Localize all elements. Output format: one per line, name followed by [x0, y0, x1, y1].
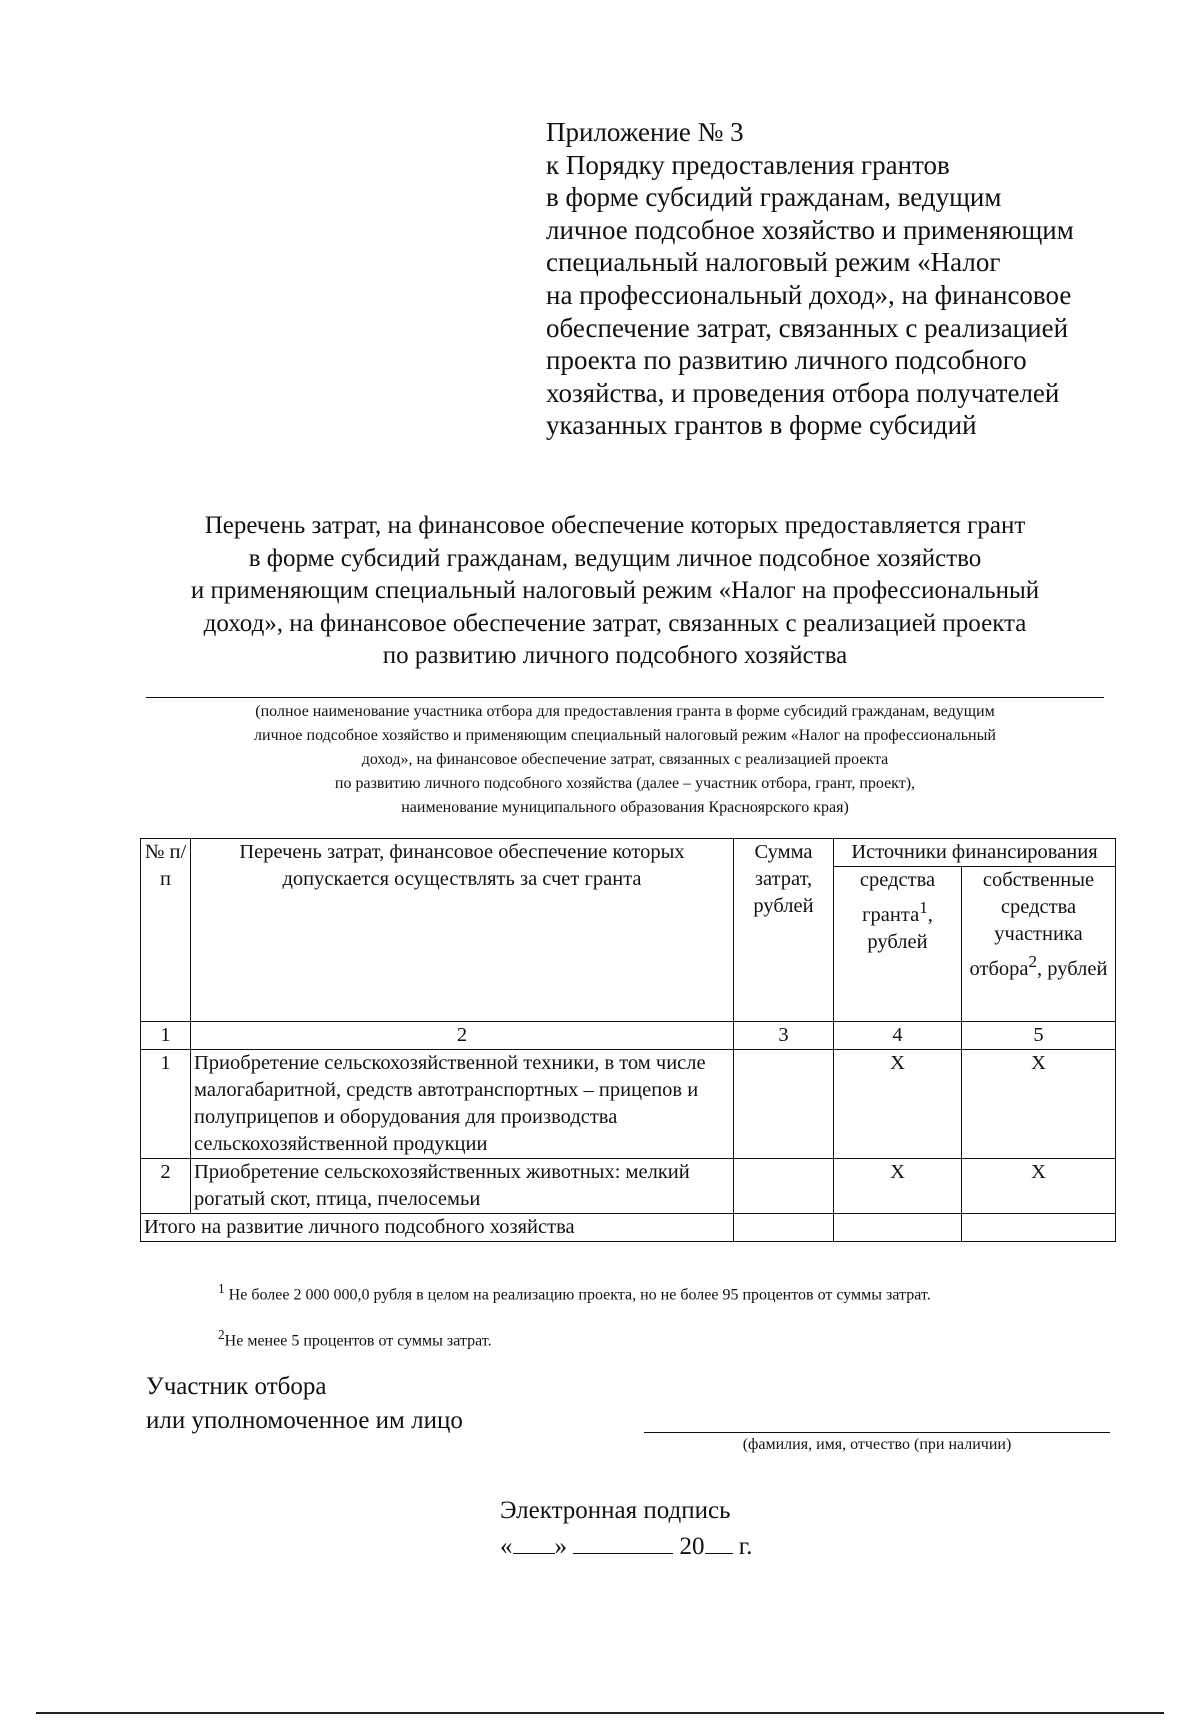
column-number-row — [141, 1022, 1116, 1050]
day-blank — [513, 1528, 555, 1554]
row-own-mark: X — [962, 1050, 1116, 1159]
footnote-2-mark: 2 — [218, 1327, 225, 1342]
row-sum — [734, 1159, 834, 1214]
table-total-row — [141, 1214, 1116, 1242]
footnote-1-text: Не более 2 000 000,0 рубля в целом на реализацию проекта, но не более 95 процентов от суммы затрат. — [224, 1286, 931, 1304]
footnote-1 — [146, 1278, 1104, 1306]
caption-line: личное подсобное хозяйство и применяющим специальный налоговый режим «Налог на профессиональный — [254, 727, 996, 744]
header-grant — [834, 867, 962, 1022]
appendix-line: специальный налоговый режим «Налог — [546, 247, 1001, 278]
title-line: в форме субсидий гражданам, ведущим личное подсобное хозяйство — [248, 544, 982, 572]
appendix-line: хозяйства, и проведения отбора получателей — [546, 377, 1060, 408]
appendix-line: обеспечение затрат, связанных с реализацией — [546, 312, 1069, 343]
appendix-block — [546, 116, 1146, 442]
row-own-mark: X — [962, 1159, 1116, 1214]
signatory-line-2: или уполномоченное им лицо — [146, 1407, 463, 1434]
total-own — [962, 1214, 1116, 1242]
title-line: и применяющим специальный налоговый режим «Налог на профессиональный — [190, 577, 1040, 604]
header-own-unit: , рублей — [1037, 957, 1108, 980]
date-line — [500, 1528, 752, 1564]
title-line: Перечень затрат, на финансовое обеспечение которых предоставляется грант — [204, 512, 1026, 539]
column-number: 3 — [734, 1022, 834, 1050]
participant-caption — [146, 700, 1104, 820]
date-open-quote: « — [500, 1533, 513, 1560]
column-number: 2 — [191, 1022, 734, 1050]
appendix-line: проекта по развитию личного подсобного — [546, 345, 1027, 376]
year-blank — [705, 1528, 733, 1554]
header-sources: Источники финансирования — [834, 839, 1116, 867]
header-grant-label: средства гранта — [859, 869, 936, 926]
fullname-caption: (фамилия, имя, отчество (при наличии) — [742, 1436, 1012, 1453]
column-number: 4 — [834, 1022, 962, 1050]
total-label: Итого на развитие личного подсобного хозяйства — [141, 1214, 734, 1242]
header-own-label: собственные средства участника отбора — [969, 869, 1095, 980]
table-row — [141, 1159, 1116, 1214]
table-header-row — [141, 839, 1116, 867]
row-sum — [734, 1050, 834, 1159]
appendix-line: Приложение № 3 — [546, 117, 744, 147]
signatory-label — [146, 1370, 463, 1438]
row-num: 1 — [141, 1050, 191, 1159]
month-blank — [573, 1528, 673, 1554]
date-year-suffix: г. — [738, 1533, 753, 1560]
date-close-quote: » — [554, 1533, 567, 1560]
participant-name-line — [146, 697, 1104, 698]
row-text: Приобретение сельскохозяйственной техники, в том числе малогабаритной, средств автотранспортных – прицепов и полуприцепов и оборудования для производства сельскохозяйственной продукции — [191, 1050, 734, 1159]
signatory-line-1: Участник отбора — [146, 1373, 327, 1400]
appendix-line: указанных грантов в форме субсидий — [546, 410, 977, 441]
appendix-line: к Порядку предоставления грантов — [546, 149, 950, 180]
column-number: 1 — [141, 1022, 191, 1050]
footnote-ref-2: 2 — [1028, 952, 1038, 971]
document-title — [130, 510, 1100, 673]
footnote-2 — [218, 1324, 492, 1352]
title-line: по развитию личного подсобного хозяйства — [382, 642, 848, 669]
electronic-signature-label: Электронная подпись — [500, 1497, 731, 1524]
footnote-1-mark: 1 — [218, 1281, 225, 1296]
date-year-prefix: 20 — [679, 1533, 705, 1560]
cost-table — [140, 838, 1116, 1242]
title-line: доход», на финансовое обеспечение затрат, связанных с реализацией проекта — [203, 609, 1027, 637]
column-number: 5 — [962, 1022, 1116, 1050]
row-grant-mark: X — [834, 1050, 962, 1159]
header-grant-unit: , рублей — [867, 903, 933, 953]
row-text: Приобретение сельскохозяйственных животных: мелкий рогатый скот, птица, пчелосемьи — [191, 1159, 734, 1214]
fullname-signature-line — [644, 1432, 1110, 1433]
row-grant-mark: X — [834, 1159, 962, 1214]
caption-line: по развитию личного подсобного хозяйства (далее – участник отбора, грант, проект), — [334, 775, 916, 792]
header-list: Перечень затрат, финансовое обеспечение которых допускается осуществлять за счет гранта — [191, 839, 734, 1022]
header-sum: Сумма затрат, рублей — [734, 839, 834, 1022]
appendix-line: в форме субсидий гражданам, ведущим — [546, 182, 1002, 213]
footnote-2-text: Не менее 5 процентов от суммы затрат. — [224, 1332, 492, 1350]
page-bottom-rule — [36, 1712, 1164, 1714]
caption-line: доход», на финансовое обеспечение затрат, связанных с реализацией проекта — [361, 751, 889, 768]
row-num: 2 — [141, 1159, 191, 1214]
total-grant — [834, 1214, 962, 1242]
appendix-line: на профессиональный доход», на финансовое — [546, 279, 1072, 310]
table-row — [141, 1050, 1116, 1159]
footnote-ref-1: 1 — [919, 898, 928, 917]
header-num: № п/п — [141, 839, 191, 1022]
caption-line: (полное наименование участника отбора для предоставления гранта в форме субсидий гражданам, ведущим — [255, 703, 995, 720]
appendix-line: личное подсобное хозяйство и применяющим — [546, 214, 1074, 245]
caption-line: наименование муниципального образования Красноярского края) — [401, 799, 849, 816]
total-sum — [734, 1214, 834, 1242]
header-own — [962, 867, 1116, 1022]
